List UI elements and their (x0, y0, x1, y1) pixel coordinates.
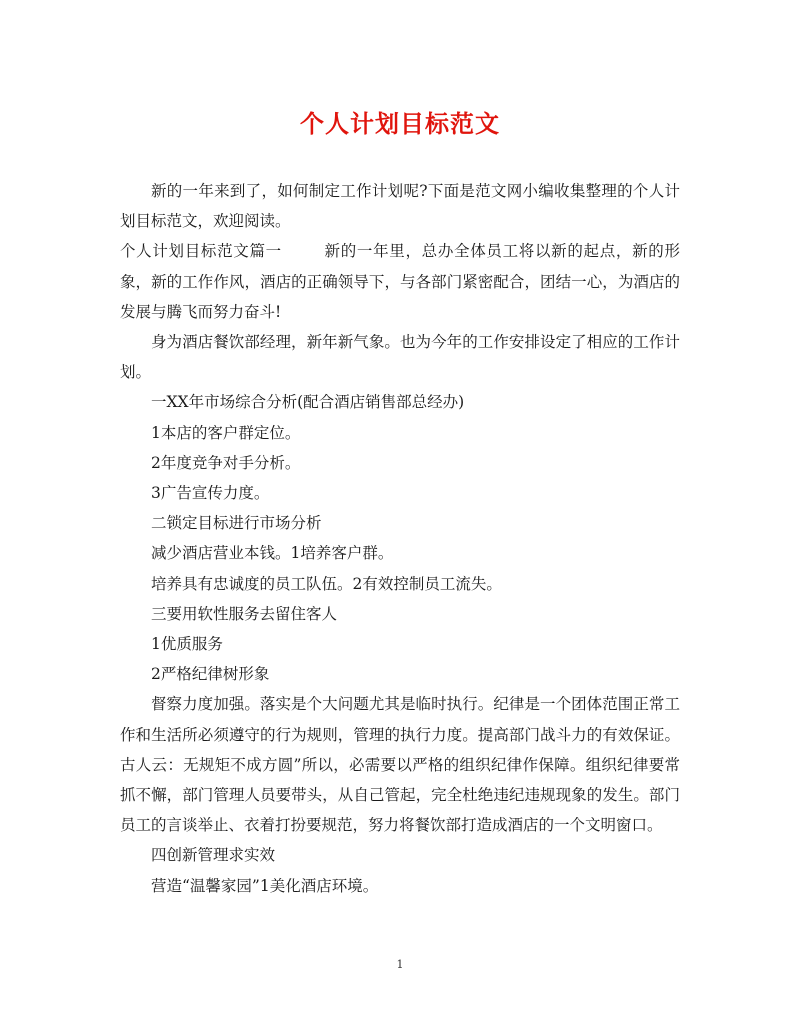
page-number: 1 (396, 958, 404, 971)
intro-paragraph: 新的一年来到了，如何制定工作计划呢?下面是范文网小编收集整理的个人计划目标范文，欢迎阅读。 (120, 182, 680, 231)
document-body (120, 176, 680, 901)
list-item-4: 1优质服务 (151, 635, 223, 654)
paragraph-9: 减少酒店营业本钱。1培养客户群。 (151, 544, 394, 563)
heading-3: 三要用软性服务去留住客人 (151, 604, 338, 623)
heading-2: 二锁定目标进行市场分析 (151, 514, 322, 533)
section-label: 个人计划目标范文篇一 (120, 242, 282, 261)
section-text: 新的一年里，总办全体员工将以新的起点，新的形象，新的工作作风，酒店的正确领导下，与各部门紧密配合，团结一心，为酒店的发展与腾飞而努力奋斗! (120, 242, 680, 321)
section-paragraph (120, 236, 680, 327)
paragraph-10: 培养具有忠诚度的员工队伍。2有效控制员工流失。 (151, 574, 502, 593)
list-item-5: 2严格纪律树形象 (151, 665, 270, 684)
list-item-3: 3广告宣传力度。 (151, 484, 270, 503)
heading-4: 四创新管理求实效 (151, 846, 276, 865)
document-title: 个人计划目标范文 (300, 109, 500, 138)
discipline-paragraph: 督察力度加强。落实是个大问题尤其是临时执行。纪律是一个团体范围正常工作和生活所必须遵守的行为规则，管理的执行力度。提高部门战斗力的有效保证。古人云：无规矩不成方圆”所以，必需要以严格的组织纪律作保障。组织纪律要常抓不懈，部门管理人员要带头，从自己管起，完全杜绝违纪违规现象的发生。部门员工的言谈举止、衣着打扮要规范，努力将餐饮部打造成酒店的一个文明窗口。 (120, 695, 680, 835)
paragraph-3: 身为酒店餐饮部经理，新年新气象。也为今年的工作安排设定了相应的工作计划。 (120, 333, 680, 382)
list-item-1: 1本店的客户群定位。 (151, 423, 301, 442)
heading-1: 一XX年市场综合分析(配合酒店销售部总经办) (151, 393, 465, 412)
list-item-2: 2年度竞争对手分析。 (151, 453, 301, 472)
paragraph-16: 营造“温馨家园”1美化酒店环境。 (151, 876, 379, 895)
